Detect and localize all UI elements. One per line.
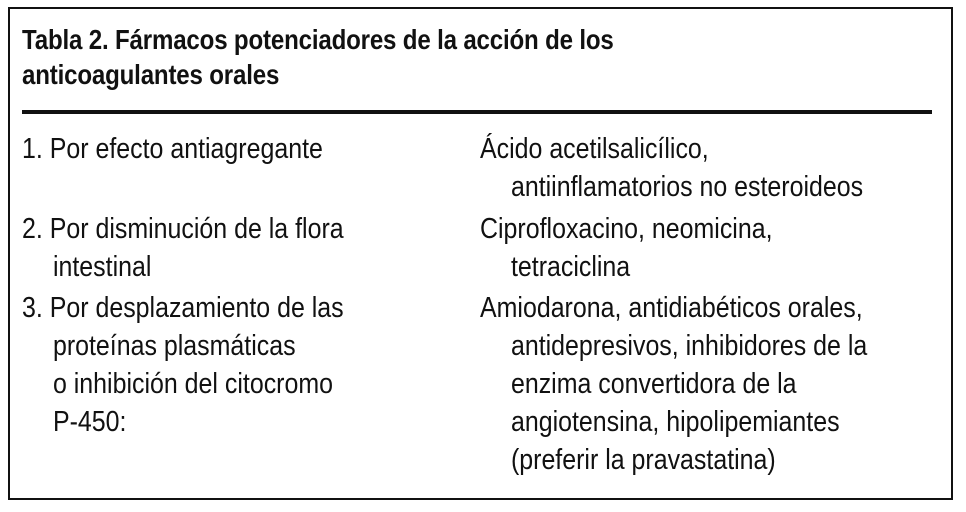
drugs-cell	[480, 210, 773, 286]
mechanism-cell	[22, 289, 344, 441]
mechanism-line: 2. Por disminución de la flora	[22, 213, 344, 245]
drug-line: Ácido acetilsalicílico,	[480, 133, 709, 165]
mechanism-line: o inhibición del citocromo	[52, 368, 333, 400]
table-title	[22, 22, 779, 92]
mechanism-cell	[22, 130, 323, 168]
drug-line: antidepresivos, inhibidores de la	[510, 330, 868, 362]
drug-line: angiotensina, hipolipemiantes	[510, 406, 840, 438]
mechanism-line: 3. Por desplazamiento de las	[22, 292, 344, 324]
mechanism-line: intestinal	[52, 251, 152, 283]
mechanism-line: P-450:	[52, 406, 127, 438]
drug-line: antiinflamatorios no esteroideos	[510, 171, 864, 203]
drug-line: Amiodarona, antidiabéticos orales,	[480, 292, 863, 324]
title-divider	[22, 110, 932, 114]
drug-line: Ciprofloxacino, neomicina,	[480, 213, 773, 245]
table-title-line-2: anticoagulantes orales	[22, 59, 280, 90]
drug-line: (preferir la pravastatina)	[510, 444, 776, 476]
drugs-cell	[480, 289, 867, 479]
table-title-line-1: Tabla 2. Fármacos potenciadores de la acción de los	[22, 24, 614, 55]
mechanism-cell	[22, 210, 344, 286]
drug-line: tetraciclina	[510, 251, 631, 283]
mechanism-line: proteínas plasmáticas	[52, 330, 296, 362]
drug-line: enzima convertidora de la	[510, 368, 797, 400]
drugs-cell	[480, 130, 863, 206]
mechanism-line: 1. Por efecto antiagregante	[22, 133, 323, 165]
